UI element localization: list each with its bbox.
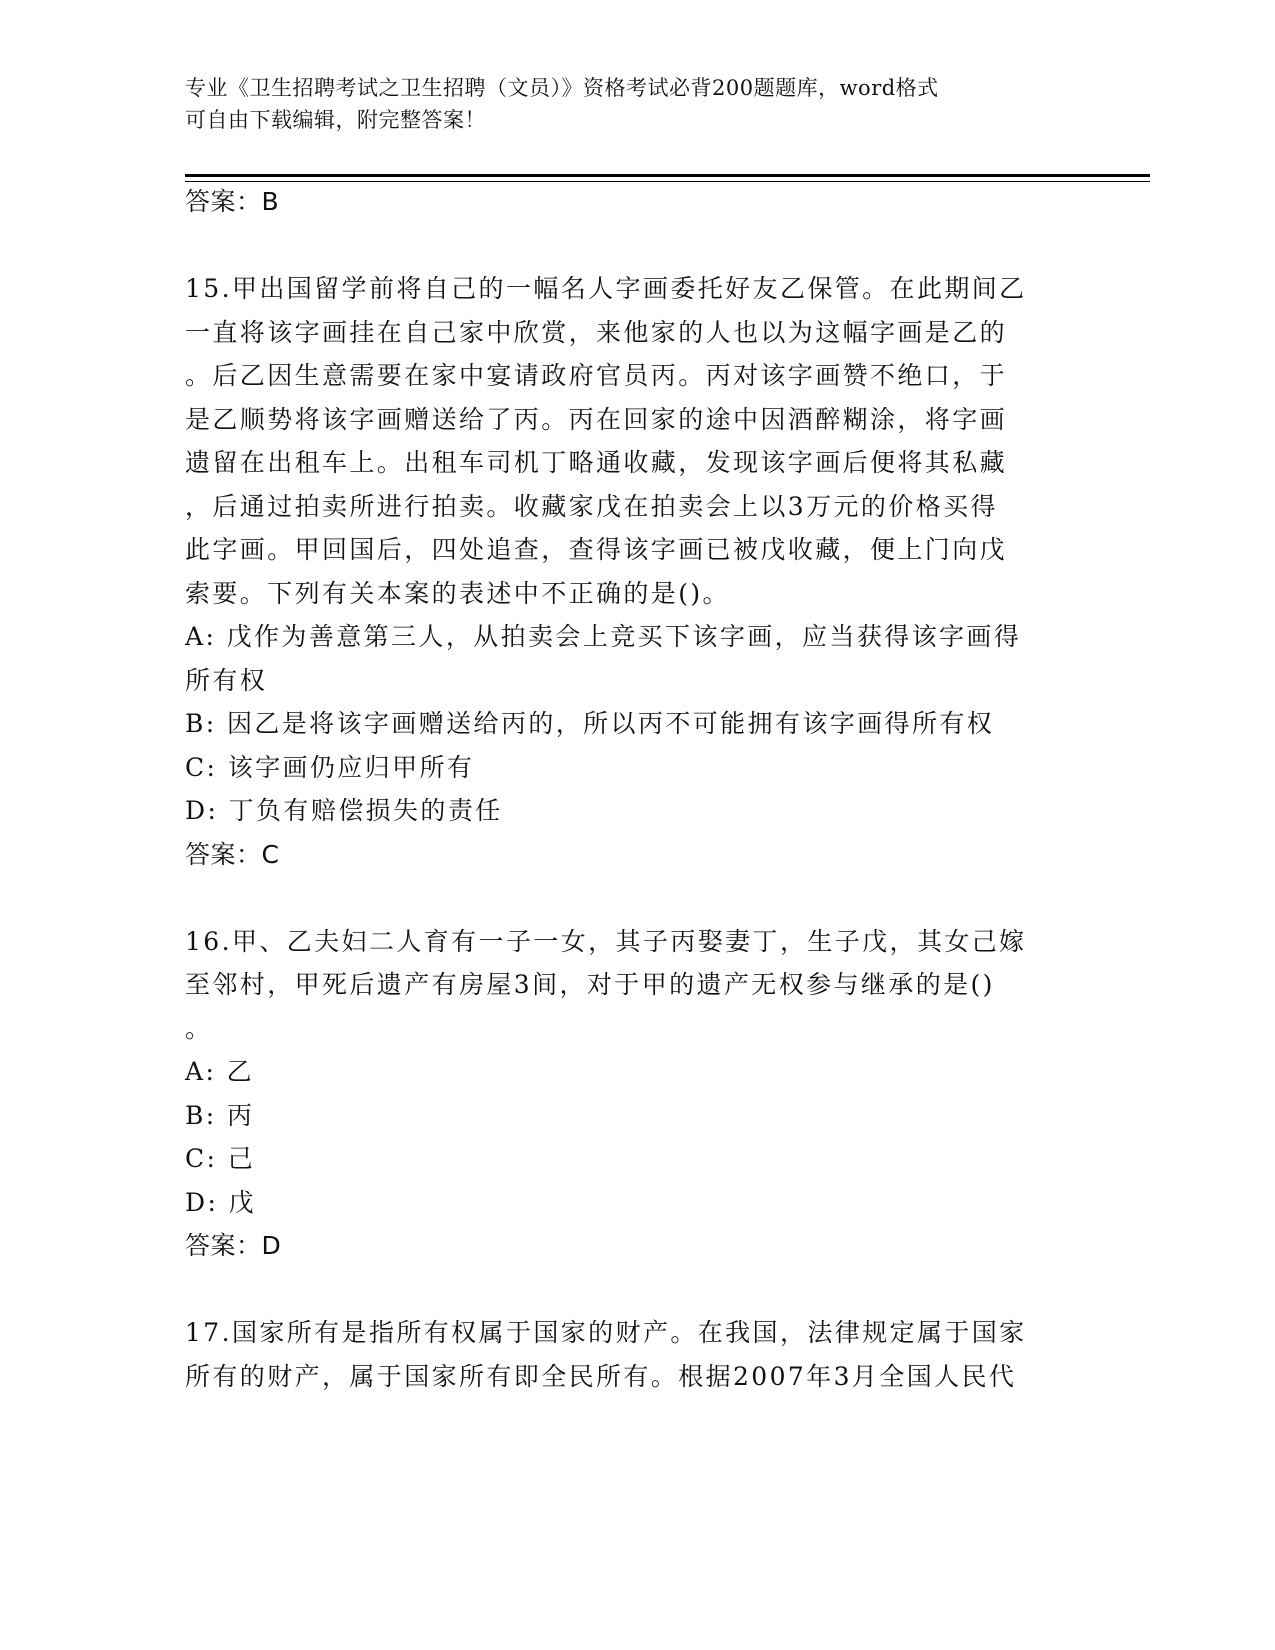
q16-answer: 答案：D (185, 1231, 282, 1260)
q17-text-line-2: 所有的财产，属于国家所有即全民所有。根据2007年3月全国人民代 (185, 1362, 1017, 1391)
q14-answer: 答案：B (185, 187, 280, 216)
q15-option-d: D: 丁负有赔偿损失的责任 (185, 796, 503, 825)
q15-text-line-1: 15.甲出国留学前将自己的一幅名人字画委托好友乙保管。在此期间乙 (185, 274, 1027, 303)
document-header (185, 72, 1075, 136)
q15-text-line-6: ，后通过拍卖所进行拍卖。收藏家戊在拍卖会上以3万元的价格买得 (185, 492, 998, 521)
q16-text-line-1: 16.甲、乙夫妇二人育有一子一女，其子丙娶妻丁，生子戊，其女己嫁 (185, 927, 1027, 956)
q15-text-line-8: 索要。下列有关本案的表述中不正确的是()。 (185, 579, 730, 608)
q16-text-line-2: 至邻村，甲死后遗产有房屋3间，对于甲的遗产无权参与继承的是() (185, 970, 995, 999)
header-divider-thick (185, 174, 1150, 177)
q15-text-line-7: 此字画。甲回国后，四处追查，查得该字画已被戊收藏，便上门向戊 (185, 535, 1008, 564)
q16-option-c: C: 己 (185, 1144, 256, 1173)
q15-option-a-line-2: 所有权 (185, 666, 268, 695)
q15-text-line-3: 。后乙因生意需要在家中宴请政府官员丙。丙对该字画赞不绝口，于 (185, 361, 1008, 390)
q16-text-line-3: 。 (185, 1014, 213, 1043)
q16-option-d: D: 戊 (185, 1188, 257, 1217)
header-line-1: 专业《卫生招聘考试之卫生招聘（文员）》资格考试必背200题题库，word格式 (185, 76, 939, 100)
q17-text-line-1: 17.国家所有是指所有权属于国家的财产。在我国，法律规定属于国家 (185, 1318, 1027, 1347)
header-divider-thin (185, 181, 1150, 182)
q16-option-a: A: 乙 (185, 1057, 255, 1086)
q16-option-b: B: 丙 (185, 1101, 255, 1130)
q15-text-line-4: 是乙顺势将该字画赠送给了丙。丙在回家的途中因酒醉糊涂，将字画 (185, 405, 1008, 434)
q15-text-line-2: 一直将该字画挂在自己家中欣赏，来他家的人也以为这幅字画是乙的 (185, 318, 1008, 347)
q15-option-b: B: 因乙是将该字画赠送给丙的，所以丙不可能拥有该字画得所有权 (185, 709, 995, 738)
q15-text-line-5: 遗留在出租车上。出租车司机丁略通收藏，发现该字画后便将其私藏 (185, 448, 1008, 477)
header-line-2: 可自由下载编辑，附完整答案！ (185, 108, 486, 132)
q15-option-a-line-1: A: 戊作为善意第三人，从拍卖会上竞买下该字画，应当获得该字画得 (185, 622, 1022, 651)
q15-option-c: C: 该字画仍应归甲所有 (185, 753, 475, 782)
q15-answer: 答案：C (185, 840, 280, 869)
